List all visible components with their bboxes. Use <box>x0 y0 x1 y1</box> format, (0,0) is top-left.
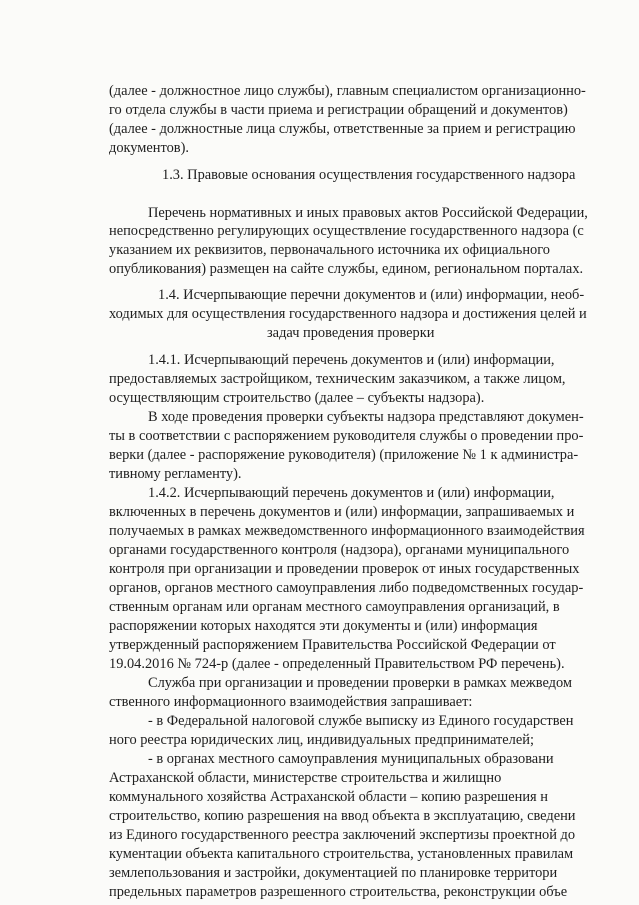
text-line: ственного информационного взаимодействия запрашивает: <box>109 694 473 710</box>
text-line: - в Федеральной налоговой службе выписку из Единого государствен <box>148 713 574 729</box>
section-heading: 1.4. Исчерпывающие перечни документов и (или) информации, необ- <box>158 287 585 303</box>
text-line: Перечень нормативных и иных правовых актов Российской Федерации, <box>148 205 588 221</box>
text-line: из Единого государственного реестра заключений экспертизы проектной до <box>109 827 576 843</box>
text-line: 1.4.1. Исчерпывающий перечень документов и (или) информации, <box>148 352 555 368</box>
text-line: землепользования и застройки, документацией по планировке территори <box>109 865 558 881</box>
text-line: кументации объекта капитального строительства, установленных правилам <box>109 846 574 862</box>
text-line: контроля при организации и проведении проверок от иных государственных <box>109 561 580 577</box>
text-line: опубликования) размещен на сайте службы, едином, региональном порталах. <box>109 261 584 277</box>
section-heading: ходимых для осуществления государственного надзора и достижения целей и <box>109 306 587 322</box>
text-line: (далее - должностные лица службы, ответственные за прием и регистрацию <box>109 121 576 137</box>
text-line: осуществляющим строительство (далее – субъекты надзора). <box>109 390 485 406</box>
text-line: ственным органам или органам местного самоуправления организаций, в <box>109 599 560 615</box>
text-line: непосредственно регулирующих осуществление государственного надзора (с <box>109 223 584 239</box>
text-line: 19.04.2016 № 724-р (далее - определенный Правительством РФ перечень). <box>109 656 565 672</box>
section-heading: 1.3. Правовые основания осуществления государственного надзора <box>162 167 576 183</box>
text-line: указанием их реквизитов, первоначального источника их официального <box>109 242 550 258</box>
text-line: распоряжении которых находятся эти документы и (или) информация <box>109 618 538 634</box>
text-line: ты в соответствии с распоряжением руководителя службы о проведении про- <box>109 428 584 444</box>
text-line: документов). <box>109 140 189 156</box>
text-line: включенных в перечень документов и (или) информации, запрашиваемых и <box>109 504 575 520</box>
text-line: Астраханской области, министерстве строительства и жилищно <box>109 770 502 786</box>
text-line: утвержденный распоряжением Правительства Российской Федерации от <box>109 637 556 653</box>
section-heading: задач проведения проверки <box>267 325 435 341</box>
text-line: 1.4.2. Исчерпывающий перечень документов и (или) информации, <box>148 485 555 501</box>
text-line: ного реестра юридических лиц, индивидуальных предпринимателей; <box>109 732 534 748</box>
text-line: тивному регламенту). <box>109 466 242 482</box>
text-line: строительство, копию разрешения на ввод объекта в эксплуатацию, сведени <box>109 808 576 824</box>
text-line: предельных параметров разрешенного строительства, реконструкции объе <box>109 884 568 900</box>
text-line: коммунального хозяйства Астраханской области – копию разрешения н <box>109 789 548 805</box>
text-line: органами государственного контроля (надзора), органами муниципального <box>109 542 570 558</box>
text-line: го отдела службы в части приема и регистрации обращений и документов) <box>109 102 568 118</box>
text-line: (далее - должностное лицо службы), главным специалистом организационно- <box>109 83 586 99</box>
text-line: - в органах местного самоуправления муниципальных образовани <box>148 751 554 767</box>
text-line: Служба при организации и проведении проверки в рамках межведом <box>148 675 573 691</box>
text-line: В ходе проведения проверки субъекты надзора представляют докумен- <box>148 409 584 425</box>
text-line: органов, органов местного самоуправления либо подведомственных государ- <box>109 580 584 596</box>
text-line: предоставляемых застройщиком, техническим заказчиком, а также лицом, <box>109 371 566 387</box>
text-line: верки (далее - распоряжение руководителя) (приложение № 1 к администра- <box>109 447 579 463</box>
text-line: получаемых в рамках межведомственного информационного взаимодействия <box>109 523 585 539</box>
